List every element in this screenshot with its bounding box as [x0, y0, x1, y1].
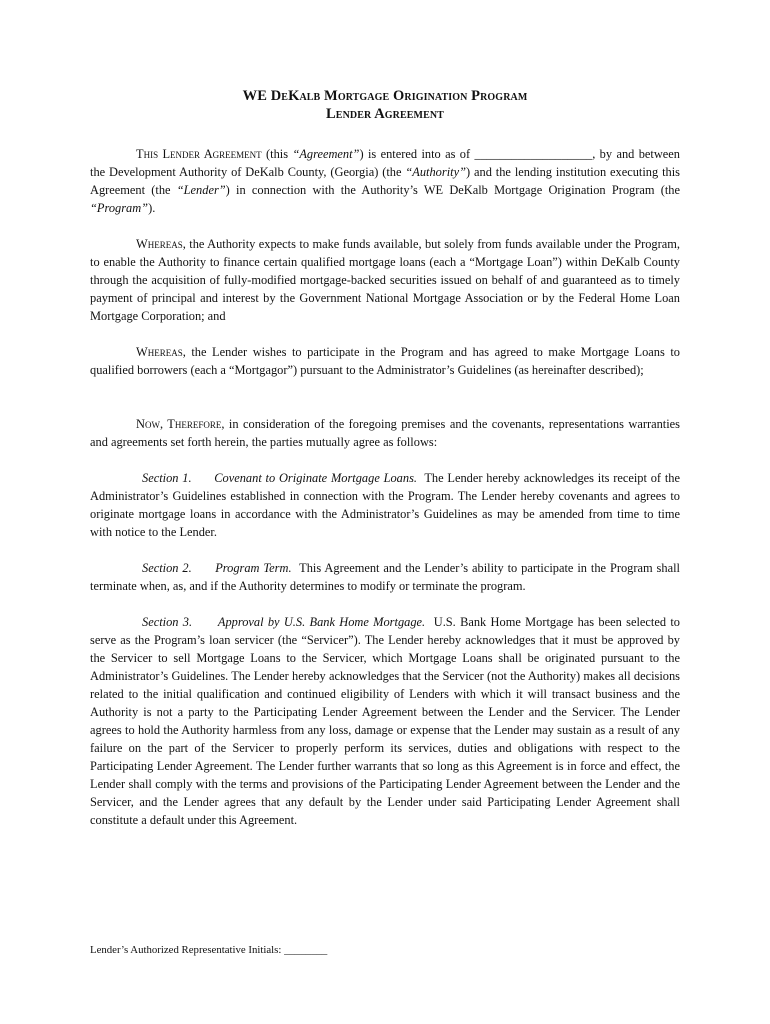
section-1-number: Section 1. [142, 471, 192, 485]
intro-text-5: ). [148, 201, 156, 215]
section-3-text: U.S. Bank Home Mortgage has been selected to serve as the Program’s loan servicer (the “Servicer”). The Lender hereby acknowledges that it must be approved by the Servicer to sell Mortgage Loans to the Servicer, which Mortgage Loans shall be originated pursuant to the Administrator’s Guidelines. The Lender hereby acknowledges that the Servicer (not the Authority) makes all decisions related to the initial qualification and continued eligibility of Lenders with which it will transact business and the Authority is not a party to the Participating Lender Agreement between the Lender and the Servicer. The Lender agrees to hold the Authority harmless from any loss, damage or expense that the Lender may sustain as a result of any failure on the part of the Servicer to properly perform its services, duties and obligations with respect to the Participating Lender Agreement. The Lender further warrants that so long as this Agreement is in force and effect, the Lender shall comply with the terms and provisions of the Participating Lender Agreement between the Lender and the Servicer, and the Lender agrees that any default by the Lender under said Participating Lender Agreement shall constitute a default under this Agreement. [90, 615, 680, 827]
initials-footer: Lender’s Authorized Representative Initials: ________ [90, 944, 328, 956]
program-term: “Program” [90, 201, 149, 215]
section-2-paragraph [90, 559, 680, 595]
now-therefore-paragraph [90, 415, 680, 451]
now-therefore-text: , in consideration of the foregoing premises and the covenants, representations warranties and agreements set forth herein, the parties mutually agree as follows: [90, 417, 680, 449]
document-title: WE DeKalb Mortgage Origination Program [242, 88, 528, 104]
whereas-text-1: , the Authority expects to make funds available, but solely from funds available under the Program, to enable the Authority to finance certain qualified mortgage loans (each a “Mortgage Loan”) within DeKalb County through the acquisition of fully-modified mortgage-backed securities issued on behalf of and guaranteed as to timely payment of principal and interest by the Government National Mortgage Association or by the Federal Home Loan Mortgage Corporation; and [90, 237, 680, 323]
whereas-paragraph-1 [90, 235, 680, 325]
section-3-paragraph [90, 613, 680, 829]
whereas-lead-1: Whereas [136, 237, 183, 251]
intro-paragraph [90, 145, 680, 217]
section-1-text: The Lender hereby acknowledges its receipt of the Administrator’s Guidelines established in connection with the Program. The Lender hereby covenants and agrees to originate mortgage loans in accordance with the Administrator’s Guidelines as may be amended from time to time with notice to the Lender. [90, 471, 680, 539]
section-3-caption: Approval by U.S. Bank Home Mortgage. [217, 615, 426, 629]
intro-text-2: ) is entered into as of ___________________, by and between the Development Authority of DeKalb County, (Georgia) (the [90, 147, 680, 179]
section-1-paragraph [90, 469, 680, 541]
intro-text-1: (this [261, 147, 293, 161]
intro-lead: This Lender Agreement [136, 147, 262, 161]
section-2-number: Section 2. [142, 561, 192, 575]
document-subtitle: Lender Agreement [326, 106, 444, 122]
intro-text-3: ) and the lending institution executing this Agreement (the [90, 165, 680, 197]
section-2-text: This Agreement and the Lender’s ability to participate in the Program shall terminate when, as, and if the Authority determines to modify or terminate the program. [90, 561, 680, 593]
section-1-caption: Covenant to Originate Mortgage Loans. [214, 471, 417, 485]
whereas-text-2: , the Lender wishes to participate in the Program and has agreed to make Mortgage Loans to qualified borrowers (each a “Mortgagor”) pursuant to the Administrator’s Guidelines (as hereinafter described); [90, 345, 680, 377]
agreement-term: “Agreement” [292, 147, 360, 161]
whereas-paragraph-2 [90, 343, 680, 379]
intro-text-4: ) in connection with the Authority’s WE DeKalb Mortgage Origination Program (the [225, 183, 680, 197]
section-2-caption: Program Term. [215, 561, 292, 575]
lender-term: “Lender” [176, 183, 226, 197]
authority-term: “Authority” [405, 165, 466, 179]
now-therefore-lead: Now, Therefore [136, 417, 222, 431]
whereas-lead-2: Whereas [136, 345, 183, 359]
section-3-number: Section 3. [142, 615, 193, 629]
